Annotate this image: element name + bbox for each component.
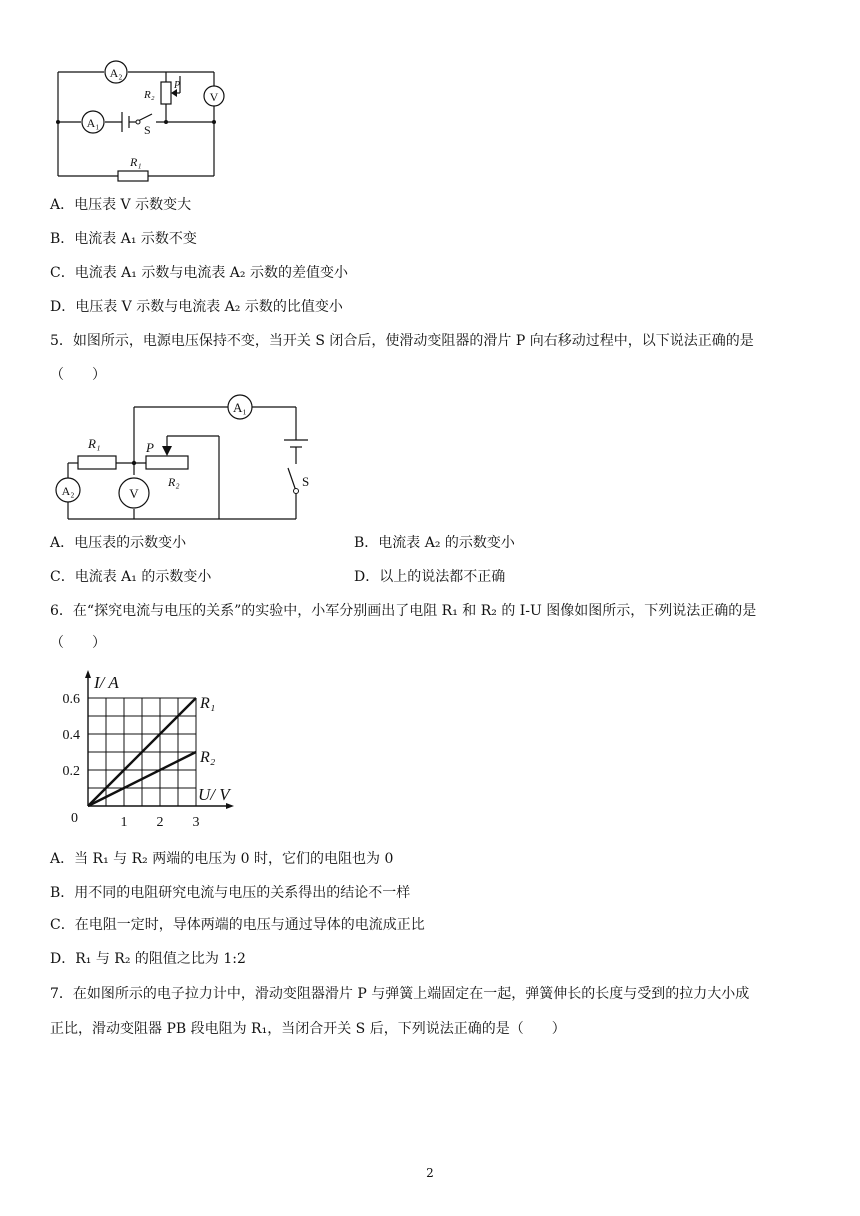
- q5-r2-label: R₂: [168, 475, 180, 489]
- q4-a2-label: A₂: [109, 66, 123, 80]
- x-axis-label: U/ V: [198, 785, 230, 804]
- q6-answer-paren: （ ）: [50, 635, 106, 651]
- q4-s-label: S: [144, 123, 151, 137]
- q4-a1-label: A₁: [86, 116, 100, 130]
- page-number: 2: [426, 1166, 434, 1180]
- q5-s-label: S: [302, 474, 310, 489]
- q5-option-d: D．以上的说法都不正确: [354, 569, 506, 585]
- y-tick-label: 0.6: [62, 692, 80, 707]
- y-axis-label: I/ A: [94, 673, 119, 692]
- x-tick-label: 1: [120, 815, 128, 830]
- q4-option-c: C．电流表 A₁ 示数与电流表 A₂ 示数的差值变小: [50, 265, 348, 281]
- q6-option-b: B．用不同的电阻研究电流与电压的关系得出的结论不一样: [50, 885, 411, 901]
- x-tick-label: 2: [156, 815, 164, 830]
- q5-answer-paren: （ ）: [50, 367, 106, 383]
- q4-option-d: D．电压表 V 示数与电流表 A₂ 示数的比值变小: [50, 299, 343, 315]
- x-tick-label: 3: [192, 815, 200, 830]
- y-tick-label: 0.2: [62, 764, 80, 779]
- q5-option-a: A．电压表的示数变小: [50, 535, 187, 551]
- q7-stem-line1: 7．在如图所示的电子拉力计中，滑动变阻器滑片 P 与弹簧上端固定在一起，弹簧伸长的长度与受到的拉力大小成: [50, 986, 750, 1002]
- q5-p-label: P: [146, 440, 154, 455]
- series-label-1: R₁: [200, 695, 216, 712]
- q4-r1-label: R₁: [130, 155, 142, 169]
- y-axis-arrow: [85, 670, 91, 678]
- q5-circuit-diagram: [48, 392, 310, 522]
- q4-circuit-diagram: [52, 56, 227, 182]
- q5-option-c: C．电流表 A₁ 的示数变小: [50, 569, 212, 585]
- q4-r2-label: R₂: [144, 89, 155, 101]
- q5-a1-label: A₁: [233, 400, 247, 415]
- q5-v-label: V: [129, 486, 139, 501]
- q4-p-label: P: [174, 80, 181, 91]
- q5-option-b: B．电流表 A₂ 的示数变小: [354, 535, 515, 551]
- y-tick-label: 0.4: [62, 728, 80, 743]
- series-label-2: R₂: [200, 749, 216, 766]
- q6-option-d: D．R₁ 与 R₂ 的阻值之比为 1:2: [50, 951, 246, 967]
- q5-r1-label: R₁: [88, 436, 101, 451]
- q6-stem: 6．在“探究电流与电压的关系”的实验中，小军分别画出了电阻 R₁ 和 R₂ 的 I-U 图像如图所示，下列说法正确的是: [50, 603, 757, 619]
- q5-slider-arrow: [162, 446, 172, 456]
- q6-iu-chart: [54, 668, 254, 830]
- q4-option-a: A．电压表 V 示数变大: [50, 197, 192, 213]
- q5-a2-label: A₂: [61, 484, 75, 498]
- q4-option-b: B．电流表 A₁ 示数不变: [50, 231, 197, 247]
- q6-option-c: C．在电阻一定时，导体两端的电压与通过导体的电流成正比: [50, 917, 425, 933]
- q5-stem: 5．如图所示，电源电压保持不变，当开关 S 闭合后，使滑动变阻器的滑片 P 向右移动过程中，以下说法正确的是: [50, 333, 754, 349]
- q6-option-a: A．当 R₁ 与 R₂ 两端的电压为 0 时，它们的电阻也为 0: [50, 851, 394, 867]
- q7-stem-line2: 正比，滑动变阻器 PB 段电阻为 R₁，当闭合开关 S 后，下列说法正确的是（ ）: [50, 1021, 566, 1037]
- q4-v-label: V: [209, 90, 219, 104]
- origin-label: 0: [71, 811, 78, 826]
